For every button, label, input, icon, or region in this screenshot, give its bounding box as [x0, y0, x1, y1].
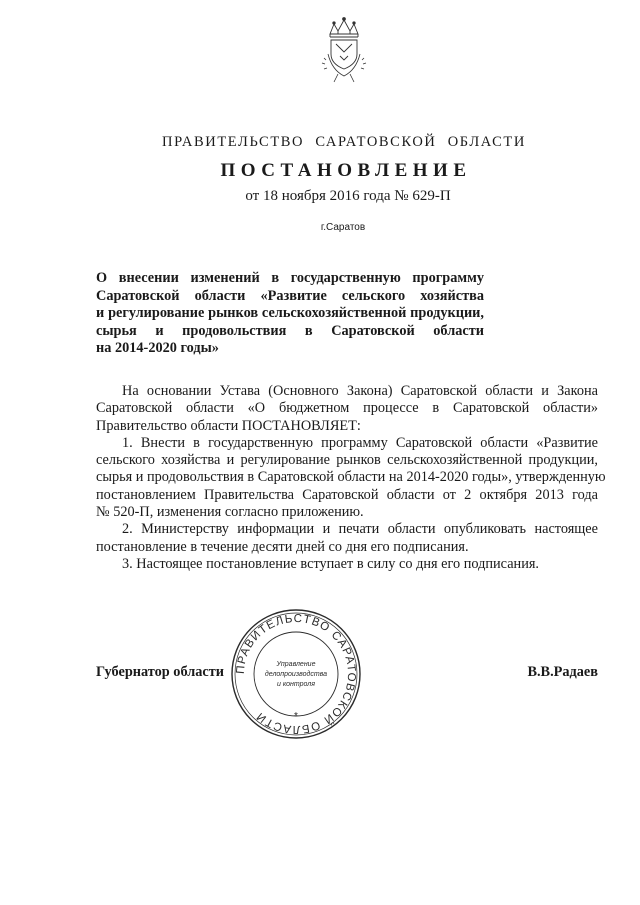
body-line: На основании Устава (Основного Закона) Саратовской области и Закона — [122, 383, 598, 399]
subject-line: и регулирование рынков сельскохозяйственной продукции, — [96, 305, 484, 322]
stamp-ring-text: ПРАВИТЕЛЬСТВО САРАТОВСКОЙ ОБЛАСТИ — [234, 612, 358, 736]
document-date-number: от 18 ноября 2016 года № 629-П — [245, 188, 451, 204]
body-line: сельского хозяйства и регулирование рынков сельскохозяйственной продукции, — [96, 452, 598, 469]
body-line: сырья и продовольствия в Саратовской области на 2014-2020 годы», утвержденную — [96, 469, 606, 486]
body-line: 2. Министерству информации и печати области опубликовать настоящее — [122, 521, 598, 538]
body-line: 3. Настоящее постановление вступает в силу со дня его подписания. — [122, 555, 539, 572]
document-body — [96, 383, 606, 573]
body-line: Правительство области ПОСТАНОВЛЯЕТ: — [96, 417, 361, 434]
coat-of-arms-icon — [318, 14, 370, 84]
subject-line: О внесении изменений в государственную программу — [96, 270, 484, 286]
stamp-star: * — [294, 711, 298, 722]
body-line: № 520-П, изменения согласно приложению. — [96, 504, 364, 521]
subject-line: Саратовской области «Развитие сельского хозяйства — [96, 287, 484, 304]
stamp-line-1: Управление — [276, 661, 316, 668]
subject-line: сырья и продовольствия в Саратовской области — [96, 322, 484, 339]
document-city: г.Саратов — [320, 222, 366, 233]
document-type: ПОСТАНОВЛЕНИЕ — [220, 160, 472, 181]
stamp-line-3: и контроля — [277, 681, 315, 688]
official-seal-stamp — [228, 606, 364, 742]
stamp-line-2: делопроизводства — [264, 671, 328, 678]
body-line: постановлением Правительства Саратовской области от 2 октября 2013 года — [96, 486, 598, 503]
document-subject — [96, 270, 484, 358]
body-line: постановление в течение десяти дней со дня его подписания. — [96, 538, 469, 555]
body-line: Саратовской области «О бюджетном процессе в Саратовской области» — [96, 400, 598, 417]
signer-title: Губернатор области — [96, 664, 225, 680]
body-line: 1. Внести в государственную программу Саратовской области «Развитие — [122, 434, 598, 451]
government-name: ПРАВИТЕЛЬСТВО САРАТОВСКОЙ ОБЛАСТИ — [162, 134, 526, 150]
subject-line: на 2014-2020 годы» — [96, 340, 219, 357]
signer-name: В.В.Радаев — [527, 664, 598, 680]
